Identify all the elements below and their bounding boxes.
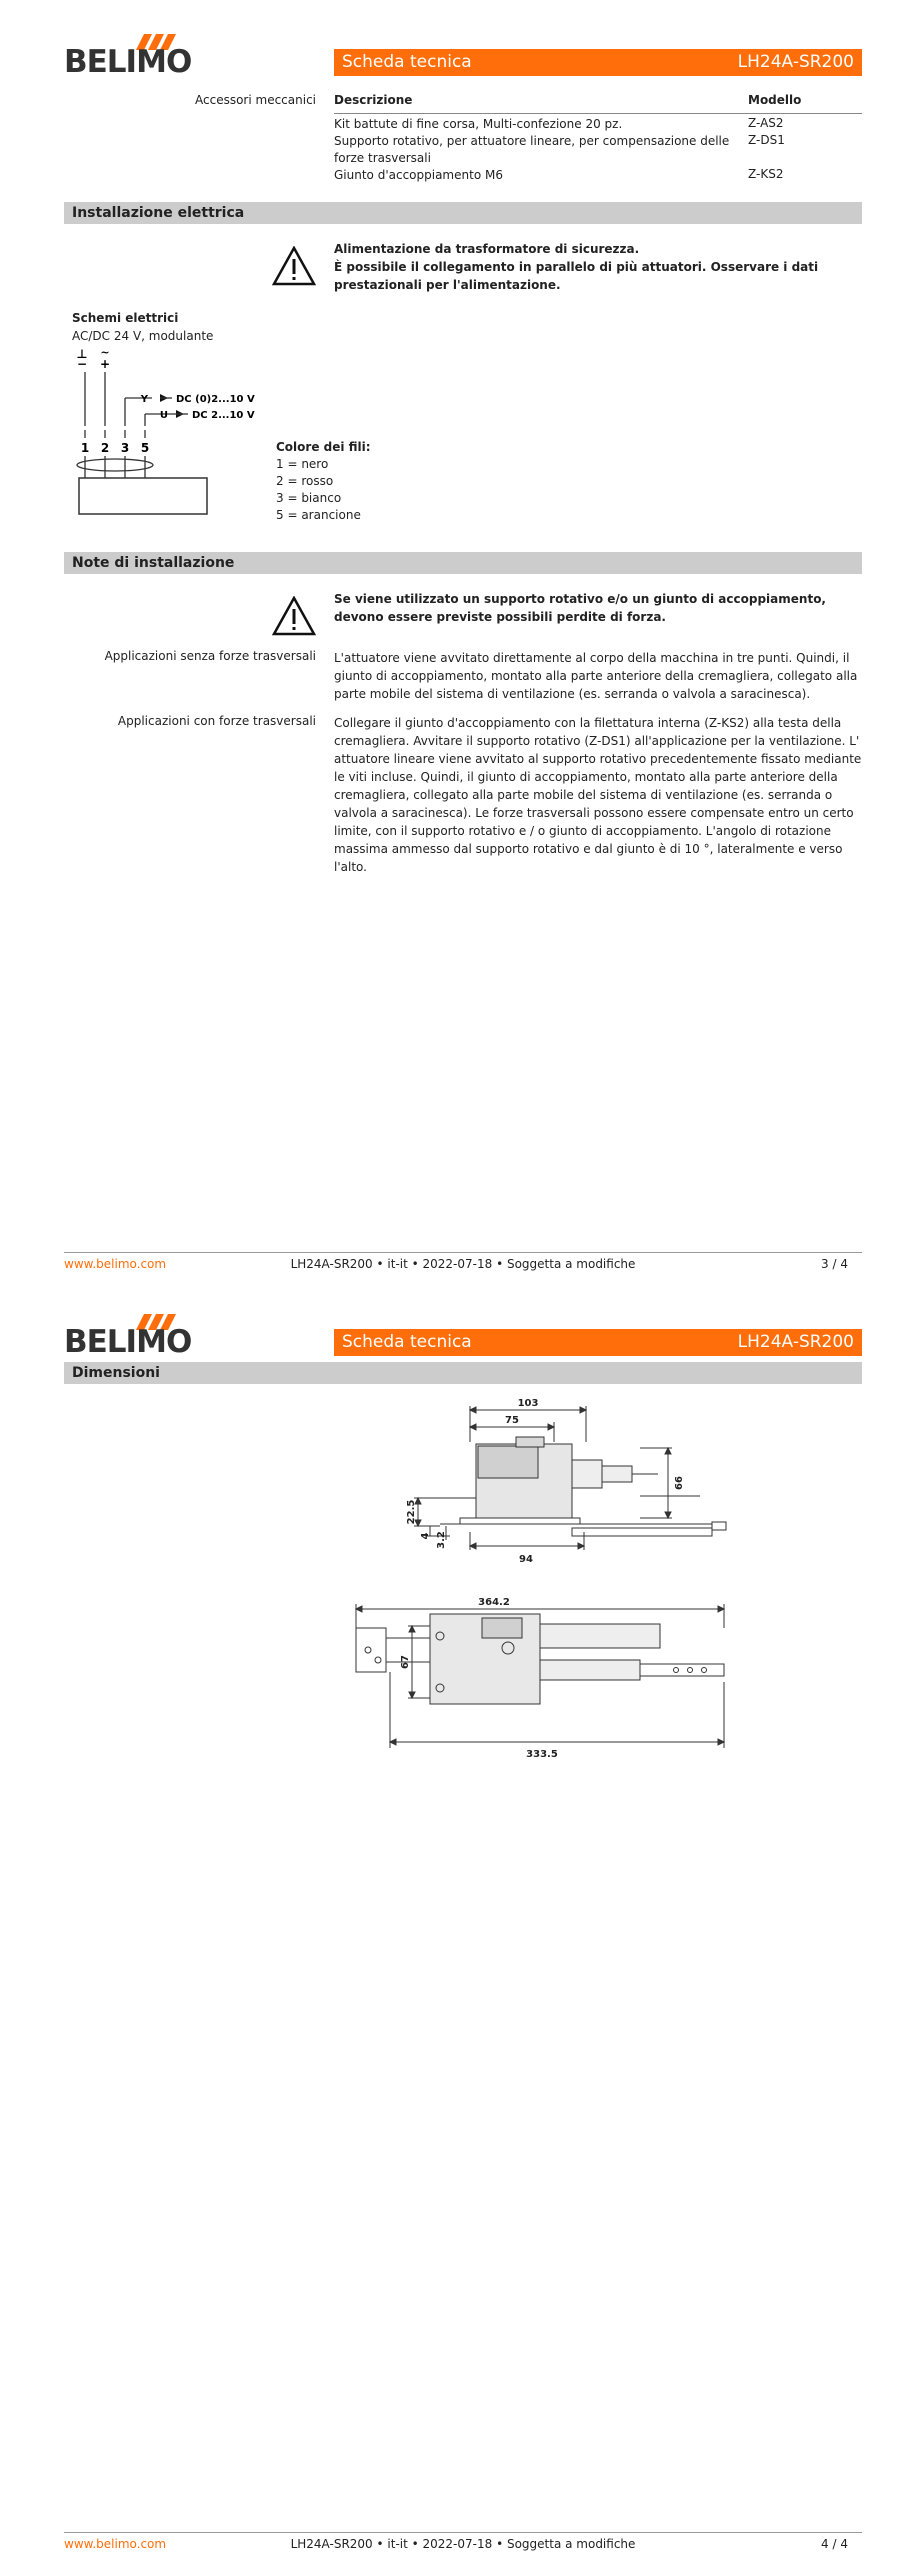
warning-icon	[272, 246, 316, 286]
with-forces-text: Collegare il giunto d'accoppiamento con la filettatura interna (Z-KS2) alla testa della cremagliera. Avvitare il supporto rotativo (Z-DS1) all'applicazione per la ventilazione. L' attuatore lineare viene avvitato al supporto rotativo precedentemente fissato mediante le viti incluse. Quindi, il giunto di accoppiamento, montato alla parte anteriore della cremagliera, collegato alla parte mobile del sistema di ventilazione (es. serranda o valvola a saracinesca). Le forze trasversali possono essere compensate entro un certo limite, con il supporto rotativo e / o giunto di accoppiamento. L'angolo di rotazione massima ammesso dal supporto rotativo e dal giunto è di 10 °, lateralmente e verso l'alto.	[334, 716, 862, 874]
warning-line-1: Alimentazione da trasformatore di sicurezza.	[334, 242, 640, 256]
notes-warning: Se viene utilizzato un supporto rotativo e/o un giunto di accoppiamento, devono essere previste possibili perdite di forza.	[334, 592, 826, 624]
section-notes-title: Note di installazione	[72, 555, 235, 571]
dim-label-22-5: 22.5	[406, 1499, 417, 1525]
page-4	[0, 1280, 906, 2560]
logo-wordmark: BELIMO	[64, 1324, 192, 1360]
ground-symbol: ⊥	[76, 347, 88, 361]
section-electrical	[64, 202, 862, 224]
wire-color-item: 5 = arancione	[276, 508, 361, 522]
belimo-logo	[64, 32, 192, 80]
section-installation-notes	[64, 552, 862, 574]
section-dimensions	[64, 1362, 862, 1384]
footer-url[interactable]: www.belimo.com	[64, 2537, 167, 2551]
warning-line-2: È possibile il collegamento in parallelo di più attuatori. Osservare i dati prestazionali per l'alimentazione.	[334, 260, 819, 292]
supply-plus-symbol: +	[99, 357, 111, 371]
row-model: Z-KS2	[748, 167, 784, 181]
wire-color-item: 2 = rosso	[276, 474, 334, 488]
dim-label-364-2: 364.2	[478, 1597, 510, 1608]
footer-doc-info: LH24A-SR200 • it-it • 2022-07-18 • Soggetta a modifiche	[290, 2537, 636, 2551]
dim-label-4: 4	[420, 1532, 431, 1540]
page-number: 3 / 4	[821, 1257, 848, 1271]
signal-y-range: DC (0)2...10 V	[176, 394, 255, 405]
accessories-label: Accessori meccanici	[195, 93, 316, 107]
without-forces-label: Applicazioni senza forze trasversali	[104, 649, 316, 663]
table-row	[334, 167, 862, 184]
col-model-header: Modello	[748, 93, 802, 107]
dim-label-94: 94	[519, 1554, 533, 1565]
row-description: Supporto rotativo, per attuatore lineare, per compensazione delle forze trasversali	[334, 134, 730, 165]
section-electrical-title: Installazione elettrica	[72, 205, 245, 221]
belimo-logo	[64, 1312, 192, 1360]
wiring-schema-heading	[72, 309, 213, 345]
footer-doc-info: LH24A-SR200 • it-it • 2022-07-18 • Soggetta a modifiche	[290, 1257, 636, 1271]
dim-label-75: 75	[505, 1415, 519, 1426]
dim-label-67: 67	[400, 1655, 411, 1669]
signal-u-range: DC 2...10 V	[192, 410, 255, 421]
footer-url[interactable]: www.belimo.com	[64, 1257, 167, 1271]
section-dimensions-title: Dimensioni	[72, 1365, 160, 1381]
terminal-number: 3	[120, 441, 130, 455]
wire-colors	[276, 439, 371, 524]
schema-title: Schemi elettrici	[72, 311, 179, 325]
model-title: LH24A-SR200	[737, 1332, 854, 1352]
terminal-number: 2	[100, 441, 110, 455]
dim-label-66: 66	[674, 1476, 685, 1490]
title-bar	[334, 49, 862, 76]
table-header	[334, 93, 862, 114]
col-description-header: Descrizione	[334, 93, 413, 107]
terminal-number: 5	[140, 441, 150, 455]
signal-u: U	[159, 410, 168, 421]
dimension-drawing	[340, 1392, 740, 1772]
with-forces-label: Applicazioni con forze trasversali	[117, 714, 316, 728]
dim-label-333-5: 333.5	[526, 1749, 558, 1760]
accessories-table	[334, 93, 862, 184]
dim-label-3-2: 3.2	[436, 1531, 447, 1549]
schema-subtitle: AC/DC 24 V, modulante	[72, 329, 214, 343]
electrical-warning	[334, 240, 862, 294]
table-row	[334, 133, 862, 167]
logo-wordmark: BELIMO	[64, 44, 192, 80]
wire-color-item: 1 = nero	[276, 457, 329, 471]
wire-color-item: 3 = bianco	[276, 491, 342, 505]
footer	[64, 1252, 862, 1273]
model-title: LH24A-SR200	[737, 52, 854, 72]
page-number: 4 / 4	[821, 2537, 848, 2551]
row-description: Giunto d'accoppiamento M6	[334, 168, 503, 182]
doc-type-title: Scheda tecnica	[342, 52, 472, 72]
dim-label-103: 103	[517, 1398, 539, 1409]
warning-icon	[272, 596, 316, 636]
title-bar	[334, 1329, 862, 1356]
row-description: Kit battute di fine corsa, Multi-confezione 20 pz.	[334, 117, 623, 131]
without-forces-text: L'attuatore viene avvitato direttamente al corpo della macchina in tre punti. Quindi, il giunto di accoppiamento, montato alla parte anteriore della cremagliera, collegato alla parte mobile del sistema di ventilazione (es. serranda o valvola a saracinesca).	[334, 651, 858, 701]
wiring-diagram	[72, 346, 262, 528]
table-row	[334, 116, 862, 133]
supply-minus-symbol: −	[76, 357, 88, 371]
terminal-number: 1	[80, 441, 90, 455]
supply-tilde-symbol: ~	[100, 346, 110, 359]
row-model: Z-DS1	[748, 133, 785, 147]
footer	[64, 2532, 862, 2553]
signal-y: Y	[140, 394, 148, 405]
wire-colors-title: Colore dei fili:	[276, 440, 371, 454]
doc-type-title: Scheda tecnica	[342, 1332, 472, 1352]
row-model: Z-AS2	[748, 116, 784, 130]
